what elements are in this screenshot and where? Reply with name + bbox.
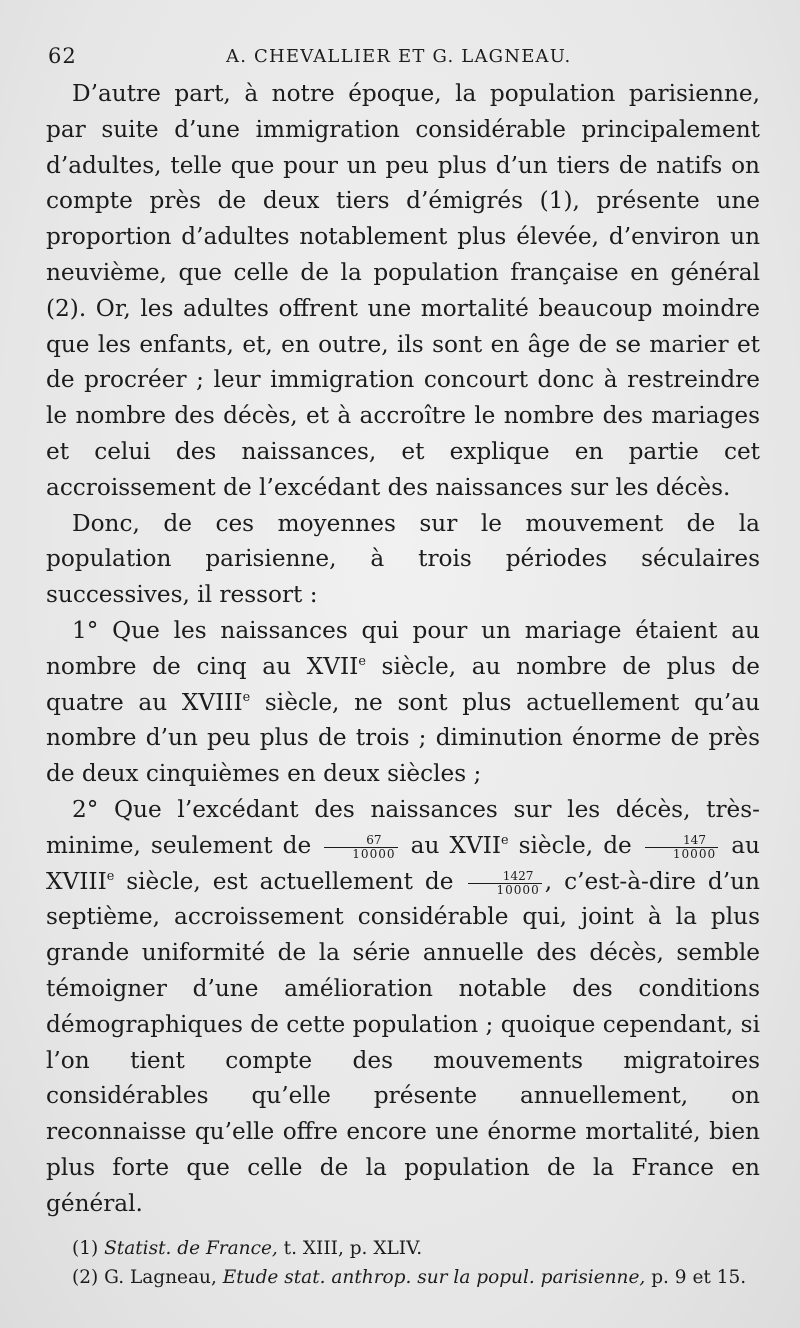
- footnote-2-author: G. Lagneau,: [98, 1266, 223, 1288]
- p3-sup-1: e: [358, 653, 366, 669]
- p4-sup-1: e: [501, 832, 509, 848]
- paragraph-4: [46, 792, 760, 1222]
- body-text: [46, 76, 760, 1222]
- footnote-1-rest: t. XIII, p. XLIV.: [277, 1237, 423, 1259]
- footnote-1: [46, 1234, 760, 1263]
- p3-text-b: siècle, au nombre de plus de quatre au XVIII: [46, 652, 760, 716]
- footnote-2-mark: (2): [72, 1266, 99, 1288]
- fraction-1-numerator: 67: [324, 834, 397, 848]
- footnote-1-mark: (1): [72, 1237, 99, 1259]
- p3-sup-2: e: [242, 689, 251, 705]
- p4-text-d: au XVIII: [46, 831, 760, 895]
- fraction-1-denominator: 10000: [352, 847, 396, 862]
- fraction-2-numerator: 147: [645, 834, 718, 848]
- p3-text-c: siècle, ne sont plus actuellement qu’au nombre d’un peu plus de trois ; diminution énorme de près de deux cinquièmes en deux siècles ;: [46, 688, 760, 788]
- fraction-3-denominator: 10000: [496, 882, 540, 897]
- fraction-2: [645, 834, 718, 860]
- p4-text-a: 2° Que l’excédant des naissances sur les décès, très-minime, seulement de: [46, 795, 760, 859]
- paragraph-1: D’autre part, à notre époque, la population parisienne, par suite d’une immigration considérable principalement d’adultes, telle que pour un peu plus d’un tiers de natifs on compte près de deux tiers d’émigrés (1), présente une proportion d’adultes notablement plus élevée, d’environ un neuvième, que celle de la population française en général (2). Or, les adultes offrent une mortalité beaucoup moindre que les enfants, et, en outre, ils sont en âge de se marier et de procréer ; leur immigration concourt donc à restreindre le nombre des décès, et à accroître le nombre des mariages et celui des naissances, et explique en partie cet accroissement de l’excédant des naissances sur les décès.: [46, 80, 760, 501]
- footnote-2: [46, 1263, 760, 1292]
- p4-text-c: siècle, de: [508, 831, 632, 859]
- paragraph-3: [46, 613, 760, 792]
- fraction-3-numerator: 1427: [468, 870, 541, 884]
- p3-text-a: 1° Que les naissances qui pour un mariage étaient au nombre de cinq au XVII: [46, 616, 760, 680]
- p4-text-e: siècle, est actuellement de: [114, 867, 454, 895]
- footnote-2-title: Etude stat. anthrop. sur la popul. parisienne,: [222, 1266, 646, 1288]
- page-number: 62: [48, 44, 77, 68]
- footnotes: [46, 1234, 760, 1292]
- p4-sup-2: e: [106, 868, 115, 884]
- paragraph-2: Donc, de ces moyennes sur le mouvement de la population parisienne, à trois périodes séculaires successives, il ressort :: [46, 509, 760, 609]
- fraction-1: [324, 834, 397, 860]
- fraction-2-denominator: 10000: [672, 847, 717, 862]
- footnote-2-rest: p. 9 et 15.: [645, 1266, 747, 1288]
- running-head: A. CHEVALLIER ET G. LAGNEAU.: [226, 46, 572, 67]
- p4-text-f: , c’est-à-dire d’un septième, accroissement considérable qui, joint à la plus grande uniformité de la série annuelle des décès, semble témoigner d’une amélioration notable des conditions démographiques de cette population ; quoique cependant, si l’on tient compte des mouvements migratoires considérables qu’elle présente annuellement, on reconnaisse qu’elle offre encore une énorme mortalité, bien plus forte que celle de la population de la France en général.: [46, 867, 760, 1217]
- fraction-3: [468, 870, 541, 896]
- p4-text-b: au XVII: [410, 831, 502, 859]
- footnote-1-title: Statist. de France,: [104, 1237, 278, 1259]
- page-header: [46, 34, 760, 74]
